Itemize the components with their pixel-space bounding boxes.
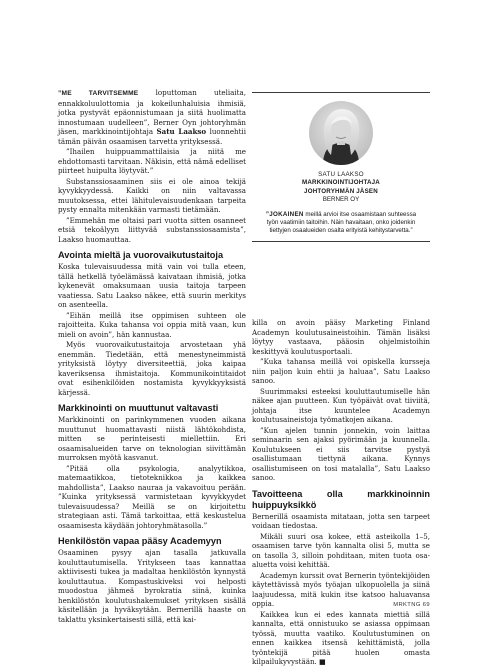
body-paragraph: ”Ihailen huippuammattilaisia ja niitä me ehdottomasti tarvitaan. Näkisin, että nämä edelliset piirteet huipulta löytyvät.” <box>58 147 246 175</box>
left-column <box>58 88 246 625</box>
person-title-1: MARKKINOINTIJOHTAJA <box>302 179 380 187</box>
body-paragraph: Bernerillä osaamista mitataan, jotta sen tarpeet voidaan tiedostaa. <box>252 511 430 530</box>
body-paragraph: ”Pitää olla psykologia, analyytikkoa, matemaatikkoa, tietoteknikkoa ja kaikkea mahdollista”, Laakso nauraa ja vakavoituu perään. ”Kuinka yrityksessä varmistetaan kyvykkyydet tulevaisuudessa? Meillä se on kirjoitettu strategiaan asti. Tämä tarkoittaa, että keskustelua osaamisesta käydään johtoryhmätasolla.” <box>58 463 246 530</box>
quote-lead: ”JOKAINEN <box>265 211 304 219</box>
pull-quote <box>260 211 422 235</box>
body-paragraph: killa on avoin pääsy Marketing Finland Academyn koulutusaineistoihin. Tämän lisäksi löytyy vastaava, pääosin ohjelmistoihin keskittyvä koulutusportaali. <box>252 318 430 356</box>
body-paragraph: ”Kuka tahansa meillä voi opiskella kursseja niin paljon kuin ehtii ja haluaa”, Satu Laakso sanoo. <box>252 357 430 385</box>
right-column <box>252 318 430 668</box>
section-heading: Avointa mieltä ja vuorovaikutustaitoja <box>58 250 224 260</box>
profile-sidebar <box>252 92 430 242</box>
body-paragraph: Markkinointi on parinkymmenen vuoden aikana muuttunut huomattavasti niistä lähtökohdista, mitten se perinteisesti miellettiin. Eri osaamisalueiden tarve on teknologian siivittämän murroksen myötä kasvanut. <box>58 415 246 462</box>
page-footer: MRKTNG 69 <box>393 602 430 608</box>
body-paragraph: Mikäli suuri osa kokee, että asteikolla 1–5, osaamisen tarve työn kannalta olisi 5, mutta se on tasolla 3, silloin pohditaan, miten tuota osa-aluetta voisi kehittää. <box>252 531 430 569</box>
intro-text: loputtoman uteliaita, ennakkoluulottomia ja kokeilunhaluisia ihmisiä, jotka pystyvät epäonnistumaan ja siitä huolimatta innostumaan uudelleen”, Berner Oyn johtoryhmän jäsen, markkinointijohtaja <box>58 88 246 136</box>
body-paragraph: Koska tulevaisuudessa mitä vain voi tulla eteen, tällä hetkellä työelämässä kaivataan ihmisiä, jotka kykenevät omaksumaan uusia taitoja tarpeen vaatiessa. Satu Laakso näkee, että suurin merkitys on asenteella. <box>58 262 246 309</box>
section-heading: Markkinointi on muuttunut valtavasti <box>58 403 219 413</box>
body-paragraph: Substanssiosaaminen siis ei ole ainoa tekijä kyvykkyydessä. Kaikki on niin valtavassa muutoksessa, ettei lähitulevaisuudenkaan tarpeita pysty ennalta mitenkään varmasti tietämään. <box>58 176 246 214</box>
person-title-2: JOHTORYHMÄN JÄSEN <box>304 187 378 195</box>
sidebar-bottom-rule <box>252 241 430 242</box>
intro-text-2: luonnehtii tämän päivän osaamisen tarvetta yrityksessä. <box>58 127 246 146</box>
body-paragraph: Academyn kurssit ovat Bernerin työntekijöiden käytettävissä myös työajan ulkopuolella ja siinä laajuudessa, mitä kukin itse katsoo haluavansa oppia. <box>252 570 430 608</box>
person-company: BERNER OY <box>322 195 360 203</box>
intro-name: Satu Laakso <box>156 127 207 136</box>
body-paragraph: ”Emmehän me oltaisi pari vuotta sitten osanneet etsiä tekoälyyn liittyvää substanssiosaamista”, Laakso huomauttaa. <box>58 215 246 244</box>
section-heading: Henkilöstön vapaa pääsy Academyyn <box>58 536 222 546</box>
body-paragraph: Myös vuorovaikutustaitoja arvostetaan yhä enemmän. Tiedetään, että menestyneimmistä yrityksistä löytyy diversiteettiä, joka kaipaa kaveriksensa ihmistaitoja. Kommunikointitaidot ovat esihenkilöiden nostamista kyvykkyyksistä kärjessä. <box>58 340 246 397</box>
body-paragraph: ”Eihän meillä itse oppimisen suhteen ole rajoitteita. Kuka tahansa voi oppia mitä vaan, kun mieli on avoin”, hän kannustaa. <box>58 310 246 339</box>
body-paragraph: ”Kun ajelen tunnin jonnekin, voin laittaa seminaarin sen ajaksi pyörimään ja kuunnella. Koulutukseen ei siis tarvitse pystyä osallistumaan tiettynä aikana. Kynnys osallistumiseen on tosi matalalla”, Satu Laakso sanoo. <box>252 425 430 482</box>
body-paragraph: Kaikkea kun ei edes kannata miettiä sillä kannalta, että onnistuuko se asiassa oppimaan työssä, muutta vaatiko. Koulutustuminen on ennen kaikkea itsensä kehittämistä, jolla työntekijä pitää huolen omasta kilpailukyvystään. ■ <box>252 609 430 666</box>
person-name: SATU LAAKSO <box>318 171 364 178</box>
body-paragraph: Osaaminen pysyy ajan tasalla jatkuvalla kouluttautumisella. Yritykseen taas kannattaa aktiivisesti tukea ja madaltaa henkilöstön kynnystä kouluttautua. Kompastuskiveksi voi helposti muodostua jähmeä byrokratia siinä, kuinka henkilöstön koulutushakemukset yrityksen sisällä käsitellään ja hyväksytään. Bernerillä haaste on taklattu yksinkertaisesti sillä, että kai- <box>58 548 246 624</box>
portrait-photo <box>309 101 373 165</box>
intro-lead: ”ME TARVITSEMME <box>58 90 139 97</box>
section-heading: Tavoitteena olla markkinoinnin huippuyksikkö <box>252 488 430 510</box>
person-caption <box>252 171 430 204</box>
intro-paragraph <box>58 88 246 146</box>
quote-text: meillä arvioi itse osaamistaan suhteessa työn vaatimiin taitoihin. Näin havaitaan, onko joidenkin tiettyjen osaalueiden osalta erityistä kehitystarvetta.” <box>266 211 417 235</box>
sidebar-top-rule <box>252 92 430 93</box>
body-paragraph: Suurimmaksi esteeksi kouluttautumiselle hän näkee ajan puutteen. Kun työpäivät ovat tiiviitä, johtaja itse kuuntelee Academyn koulutusaineistoja työmatkojen aikana. <box>252 386 430 424</box>
